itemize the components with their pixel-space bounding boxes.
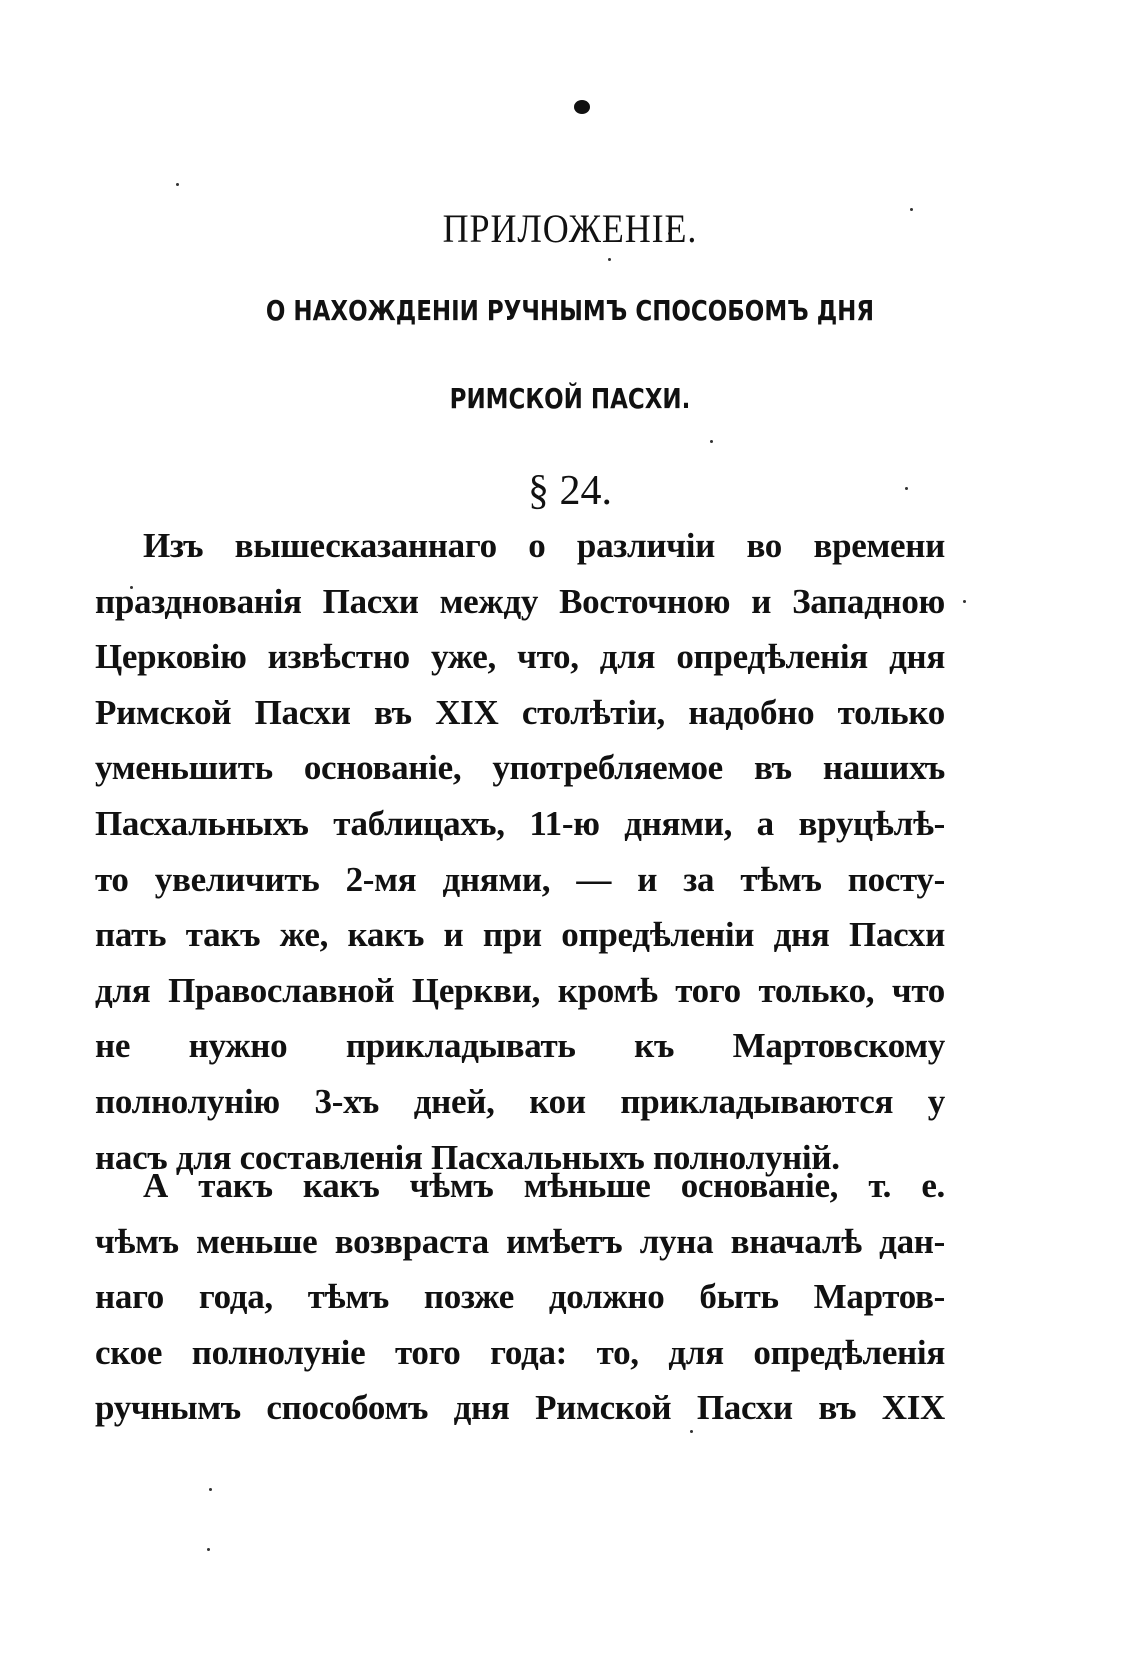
text-line: пать такъ же, какъ и при опредѣленіи дня Пасхи [95, 915, 945, 955]
text-line: для Православной Церкви, кромѣ того только, что [95, 970, 945, 1010]
text-line: ручнымъ способомъ дня Римской Пасхи въ XIX [95, 1388, 945, 1428]
ink-speck [207, 1548, 210, 1551]
ink-speck [608, 258, 611, 261]
text-line: Римской Пасхи въ XIX столѣтіи, надобно только [95, 692, 945, 732]
text-line: то увеличить 2-мя днями, — и за тѣмъ посту- [95, 859, 945, 899]
ink-speck [710, 440, 713, 443]
text-line: не нужно прикладывать къ Мартовскому [95, 1026, 945, 1066]
section-number: § 24. [528, 468, 612, 514]
paragraph-2 [95, 1158, 945, 1436]
text-line: ское полнолуніе того года: то, для опредѣленія [95, 1332, 945, 1372]
text-line: насъ для составленія Пасхальныхъ полнолуній. [95, 1137, 840, 1177]
text-line: чѣмъ меньше возвраста имѣетъ луна вначалѣ дан- [95, 1221, 945, 1261]
text-line: уменьшить основаніе, употребляемое въ нашихъ [95, 748, 945, 788]
ink-speck [176, 183, 179, 186]
ink-speck [209, 1488, 212, 1491]
text-line: Пасхальныхъ таблицахъ, 11-ю днями, а вруцѣлѣ- [95, 803, 945, 843]
subtitle-line-1: О НАХОЖДЕНІИ РУЧНЫМЪ СПОСОБОМЪ ДНЯ [265, 294, 875, 327]
paragraph-1 [95, 518, 945, 1185]
text-line: Изъ вышесказаннаго о различіи во времени [143, 526, 945, 565]
text-line: А такъ какъ чѣмъ мѣньше основаніе, т. е. [143, 1166, 945, 1205]
page-title: ПРИЛОЖЕНІЕ. [442, 206, 698, 251]
subtitle-line-2: РИМСКОЙ ПАСХИ. [449, 382, 691, 415]
ink-blot [574, 100, 590, 114]
text-line: празднованія Пасхи между Восточною и Западною [95, 581, 945, 621]
text-line: наго года, тѣмъ позже должно быть Мартов- [95, 1277, 945, 1317]
text-line: Церковію извѣстно уже, что, для опредѣленія дня [95, 637, 945, 677]
text-line: полнолунію 3-хъ дней, кои прикладываются у [95, 1081, 945, 1121]
ink-speck [963, 600, 966, 603]
